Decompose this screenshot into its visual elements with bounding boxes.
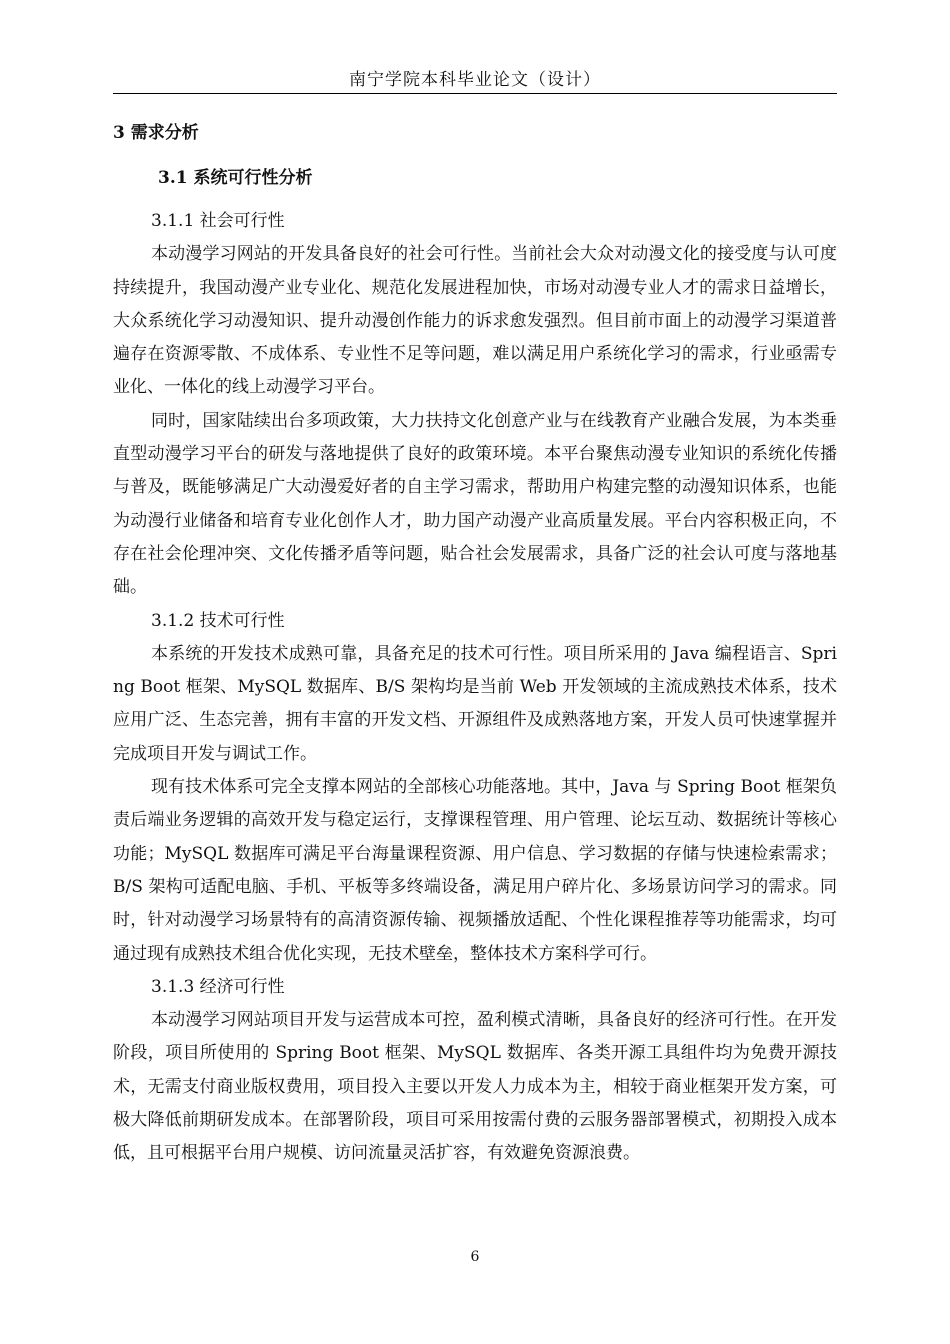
page-number: 6 [470,1249,480,1265]
subsection-heading-technical: 3.1.2 技术可行性 [151,610,285,631]
body-text [113,205,837,1171]
paragraph: 本动漫学习网站的开发具备良好的社会可行性。当前社会大众对动漫文化的接受度与认可度持续提升，我国动漫产业专业化、规范化发展进程加快，市场对动漫专业人才的需求日益增长，大众系统化学习动漫知识、提升动漫创作能力的诉求愈发强烈。但目前市面上的动漫学习渠道普遍存在资源零散、不成体系、专业性不足等问题，难以满足用户系统化学习的需求，行业亟需专业化、一体化的线上动漫学习平台。 [113,244,837,398]
paragraph: 本动漫学习网站项目开发与运营成本可控，盈利模式清晰，具备良好的经济可行性。在开发阶段，项目所使用的 Spring Boot 框架、MySQL 数据库、各类开源工具组件均为免费开源技术，无需支付商业版权费用，项目投入主要以开发人力成本为主，相较于商业框架开发方案，可极大降低前期研发成本。在部署阶段，项目可采用按需付费的云服务器部署模式，初期投入成本低，且可根据平台用户规模、访问流量灵活扩容，有效避免资源浪费。 [113,1010,837,1164]
paragraph: 同时，国家陆续出台多项政策，大力扶持文化创意产业与在线教育产业融合发展，为本类垂直型动漫学习平台的研发与落地提供了良好的政策环境。本平台聚焦动漫专业知识的系统化传播与普及，既能够满足广大动漫爱好者的自主学习需求，帮助用户构建完整的动漫知识体系，也能为动漫行业储备和培育专业化创作人才，助力国产动漫产业高质量发展。平台内容积极正向，不存在社会伦理冲突、文化传播矛盾等问题，贴合社会发展需求，具备广泛的社会认可度与落地基础。 [113,410,837,598]
paragraph: 本系统的开发技术成熟可靠，具备充足的技术可行性。项目所采用的 Java 编程语言、Spring Boot 框架、MySQL 数据库、B/S 架构均是当前 Web 开发领域的主流成熟技术体系，技术应用广泛、生态完善，拥有丰富的开发文档、开源组件及成熟落地方案，开发人员可快速掌握并完成项目开发与调试工作。 [113,643,837,764]
section-heading: 3.1 系统可行性分析 [158,168,313,188]
chapter-heading: 3 需求分析 [113,123,199,143]
paragraph: 现有技术体系可完全支撑本网站的全部核心功能落地。其中，Java 与 Spring Boot 框架负责后端业务逻辑的高效开发与稳定运行，支撑课程管理、用户管理、论坛互动、数据统计等核心功能；MySQL 数据库可满足平台海量课程资源、用户信息、学习数据的存储与快速检索需求；B/S 架构可适配电脑、手机、平板等多终端设备，满足用户碎片化、多场景访问学习的需求。同时，针对动漫学习场景特有的高清资源传输、视频播放适配、个性化课程推荐等功能需求，均可通过现有成熟技术组合优化实现，无技术壁垒，整体技术方案科学可行。 [113,777,837,964]
header-divider [113,93,837,94]
subsection-heading-economic: 3.1.3 经济可行性 [151,976,285,997]
subsection-heading-social: 3.1.1 社会可行性 [151,211,285,231]
page-header-title: 南宁学院本科毕业论文（设计） [349,70,601,90]
